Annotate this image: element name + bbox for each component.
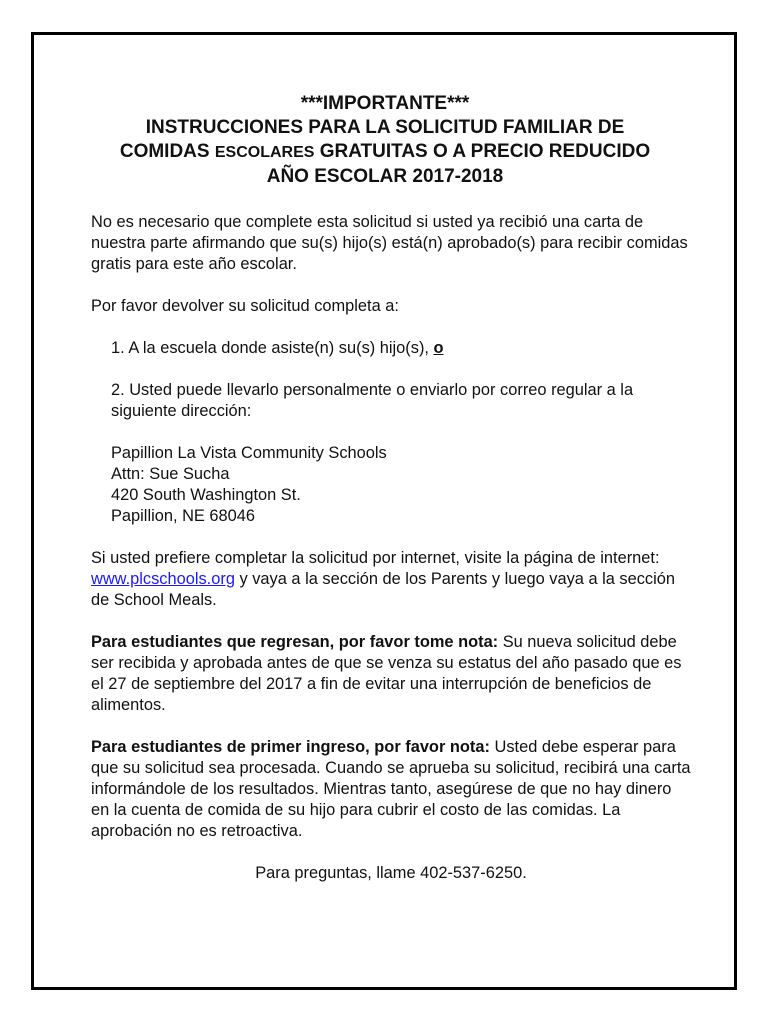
returning-text: Su nueva solicitud debe ser recibida y aprobada antes de que se venza su estatus del año pasado que es el 27 de septiembre del 2017 a fin de evitar una interrupción de beneficios de alimentos. xyxy=(91,633,682,714)
heading-comidas: COMIDAS xyxy=(119,141,215,162)
address-line-4: Papillion, NE 68046 xyxy=(111,507,255,525)
mailing-address xyxy=(91,443,691,527)
return-option-2: 2. Usted puede llevarlo personalmente o enviarlo por correo regular a la siguiente dirección: xyxy=(111,381,634,420)
website-link[interactable]: www.plcschools.org xyxy=(91,570,235,588)
heading-title-line-2 xyxy=(0,140,770,165)
new-students-label: Para estudiantes de primer ingreso, por favor nota: xyxy=(91,738,490,756)
address-line-2: Attn: Sue Sucha xyxy=(111,465,230,483)
intro-paragraph: No es necesario que complete esta solicitud si usted ya recibió una carta de nuestra parte afirmando que su(s) hijo(s) está(n) aprobado(s) para recibir comidas gratis para este año escolar. xyxy=(91,213,688,273)
returning-label: Para estudiantes que regresan, por favor tome nota: xyxy=(91,633,499,651)
heading-gratuitas: GRATUITAS O A PRECIO REDUCIDO xyxy=(314,141,651,162)
new-students-paragraph xyxy=(91,737,691,842)
heading-important: ***IMPORTANTE*** xyxy=(300,93,470,114)
heading-escolares: ESCOLARES xyxy=(214,144,315,161)
heading-school-year: AÑO ESCOLAR 2017-2018 xyxy=(266,166,504,187)
returning-students-paragraph xyxy=(91,632,691,716)
option1-text: 1. A la escuela donde asiste(n) su(s) hijo(s), xyxy=(111,339,434,357)
online-after: y vaya a la sección de los Parents y luego vaya a la sección de School Meals. xyxy=(91,570,675,609)
address-line-3: 420 South Washington St. xyxy=(111,486,301,504)
online-paragraph xyxy=(91,548,691,611)
online-before: Si usted prefiere completar la solicitud por internet, visite la página de internet: xyxy=(91,549,660,567)
option1-or: o xyxy=(433,339,444,357)
document-body xyxy=(91,212,691,884)
new-students-text: Usted debe esperar para que su solicitud sea procesada. Cuando se aprueba su solicitud, recibirá una carta informándole de los resultados. Mientras tanto, asegúrese de que no hay dinero en la cuenta de comida de su hijo para cubrir el costo de las comidas. La aprobación no es retroactiva. xyxy=(91,738,691,840)
address-line-1: Papillion La Vista Community Schools xyxy=(111,444,387,462)
return-option-1 xyxy=(91,338,691,359)
questions-line: Para preguntas, llame 402-537-6250. xyxy=(255,864,527,882)
document-heading xyxy=(0,92,770,189)
return-label: Por favor devolver su solicitud completa a: xyxy=(91,297,399,315)
heading-title-line: INSTRUCCIONES PARA LA SOLICITUD FAMILIAR DE xyxy=(145,117,625,138)
